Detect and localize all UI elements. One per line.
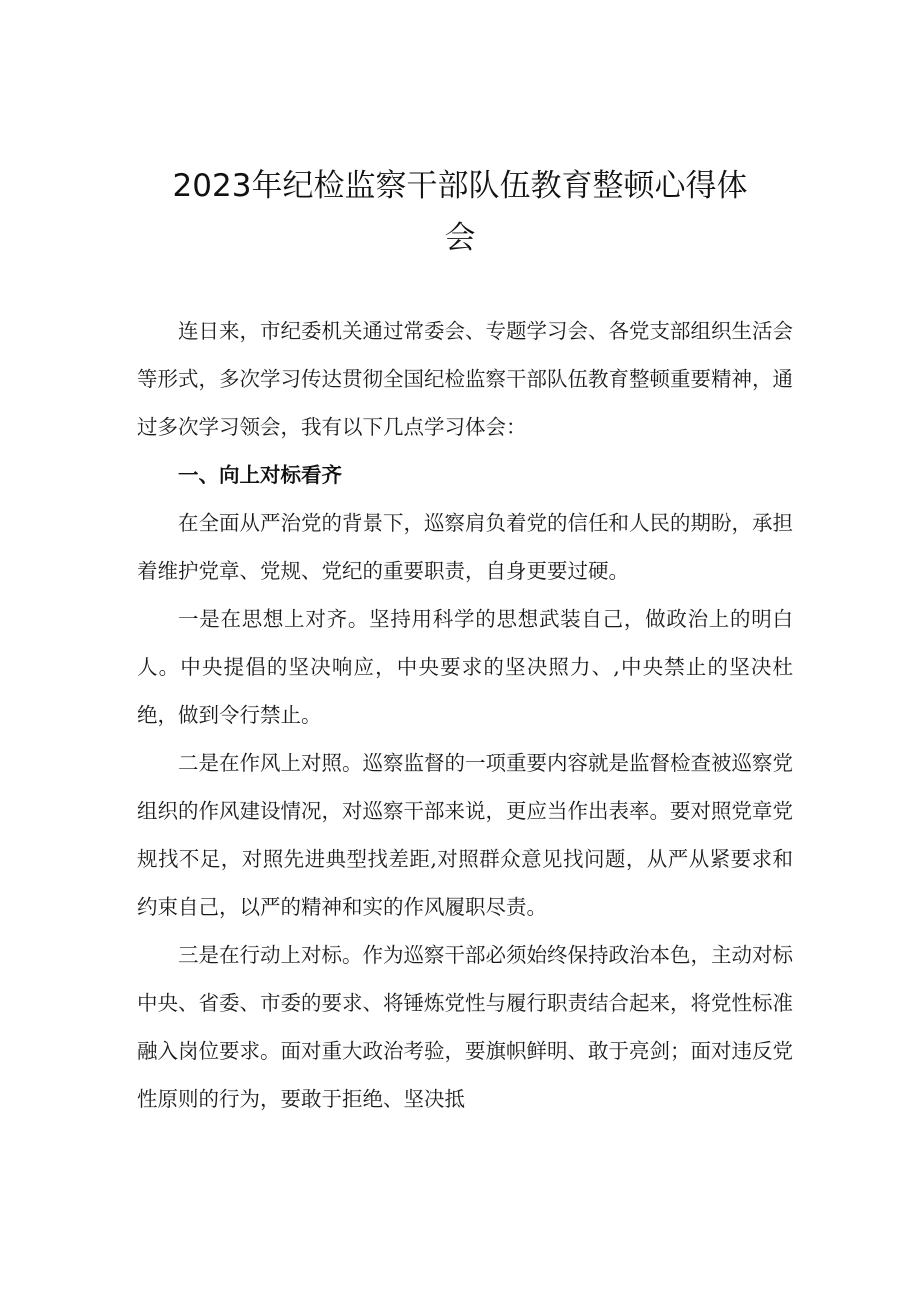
title-line-2: 会 bbox=[444, 220, 476, 256]
document-title bbox=[130, 160, 790, 264]
section-heading: 一、向上对标看齐 bbox=[178, 463, 342, 487]
body-paragraph: 三是在行动上对标。作为巡察干部必须始终保持政治本色，主动对标中央、省委、市委的要求、将锤炼党性与履行职责结合起来，将党性标准融入岗位要求。面对重大政治考验，要旗帜鲜明、敢于亮剑；面对违反党性原则的行为，要敢于拒绝、坚决抵 bbox=[137, 943, 793, 1111]
title-line-1: 2023年纪检监察干部队伍教育整顿心得体 bbox=[172, 168, 748, 204]
document-body bbox=[137, 307, 793, 1123]
body-paragraph: 一是在思想上对齐。坚持用科学的思想武装自己，做政治上的明白人。中央提倡的坚决响应，中央要求的坚决照力、,中央禁止的坚决杜绝，做到令行禁止。 bbox=[137, 607, 793, 727]
intro-paragraph: 连日来，市纪委机关通过常委会、专题学习会、各党支部组织生活会等形式，多次学习传达贯彻全国纪检监察干部队伍教育整顿重要精神，通过多次学习领会，我有以下几点学习体会： bbox=[137, 319, 793, 439]
body-paragraph: 在全面从严治党的背景下，巡察肩负着党的信任和人民的期盼，承担着维护党章、党规、党纪的重要职责，自身更要过硬。 bbox=[137, 511, 793, 583]
body-paragraph: 二是在作风上对照。巡察监督的一项重要内容就是监督检查被巡察党组织的作风建设情况，对巡察干部来说，更应当作出表率。要对照党章党规找不足，对照先进典型找差距,对照群众意见找问题，从严从紧要求和约束自己，以严的精神和实的作风履职尽责。 bbox=[137, 751, 793, 919]
